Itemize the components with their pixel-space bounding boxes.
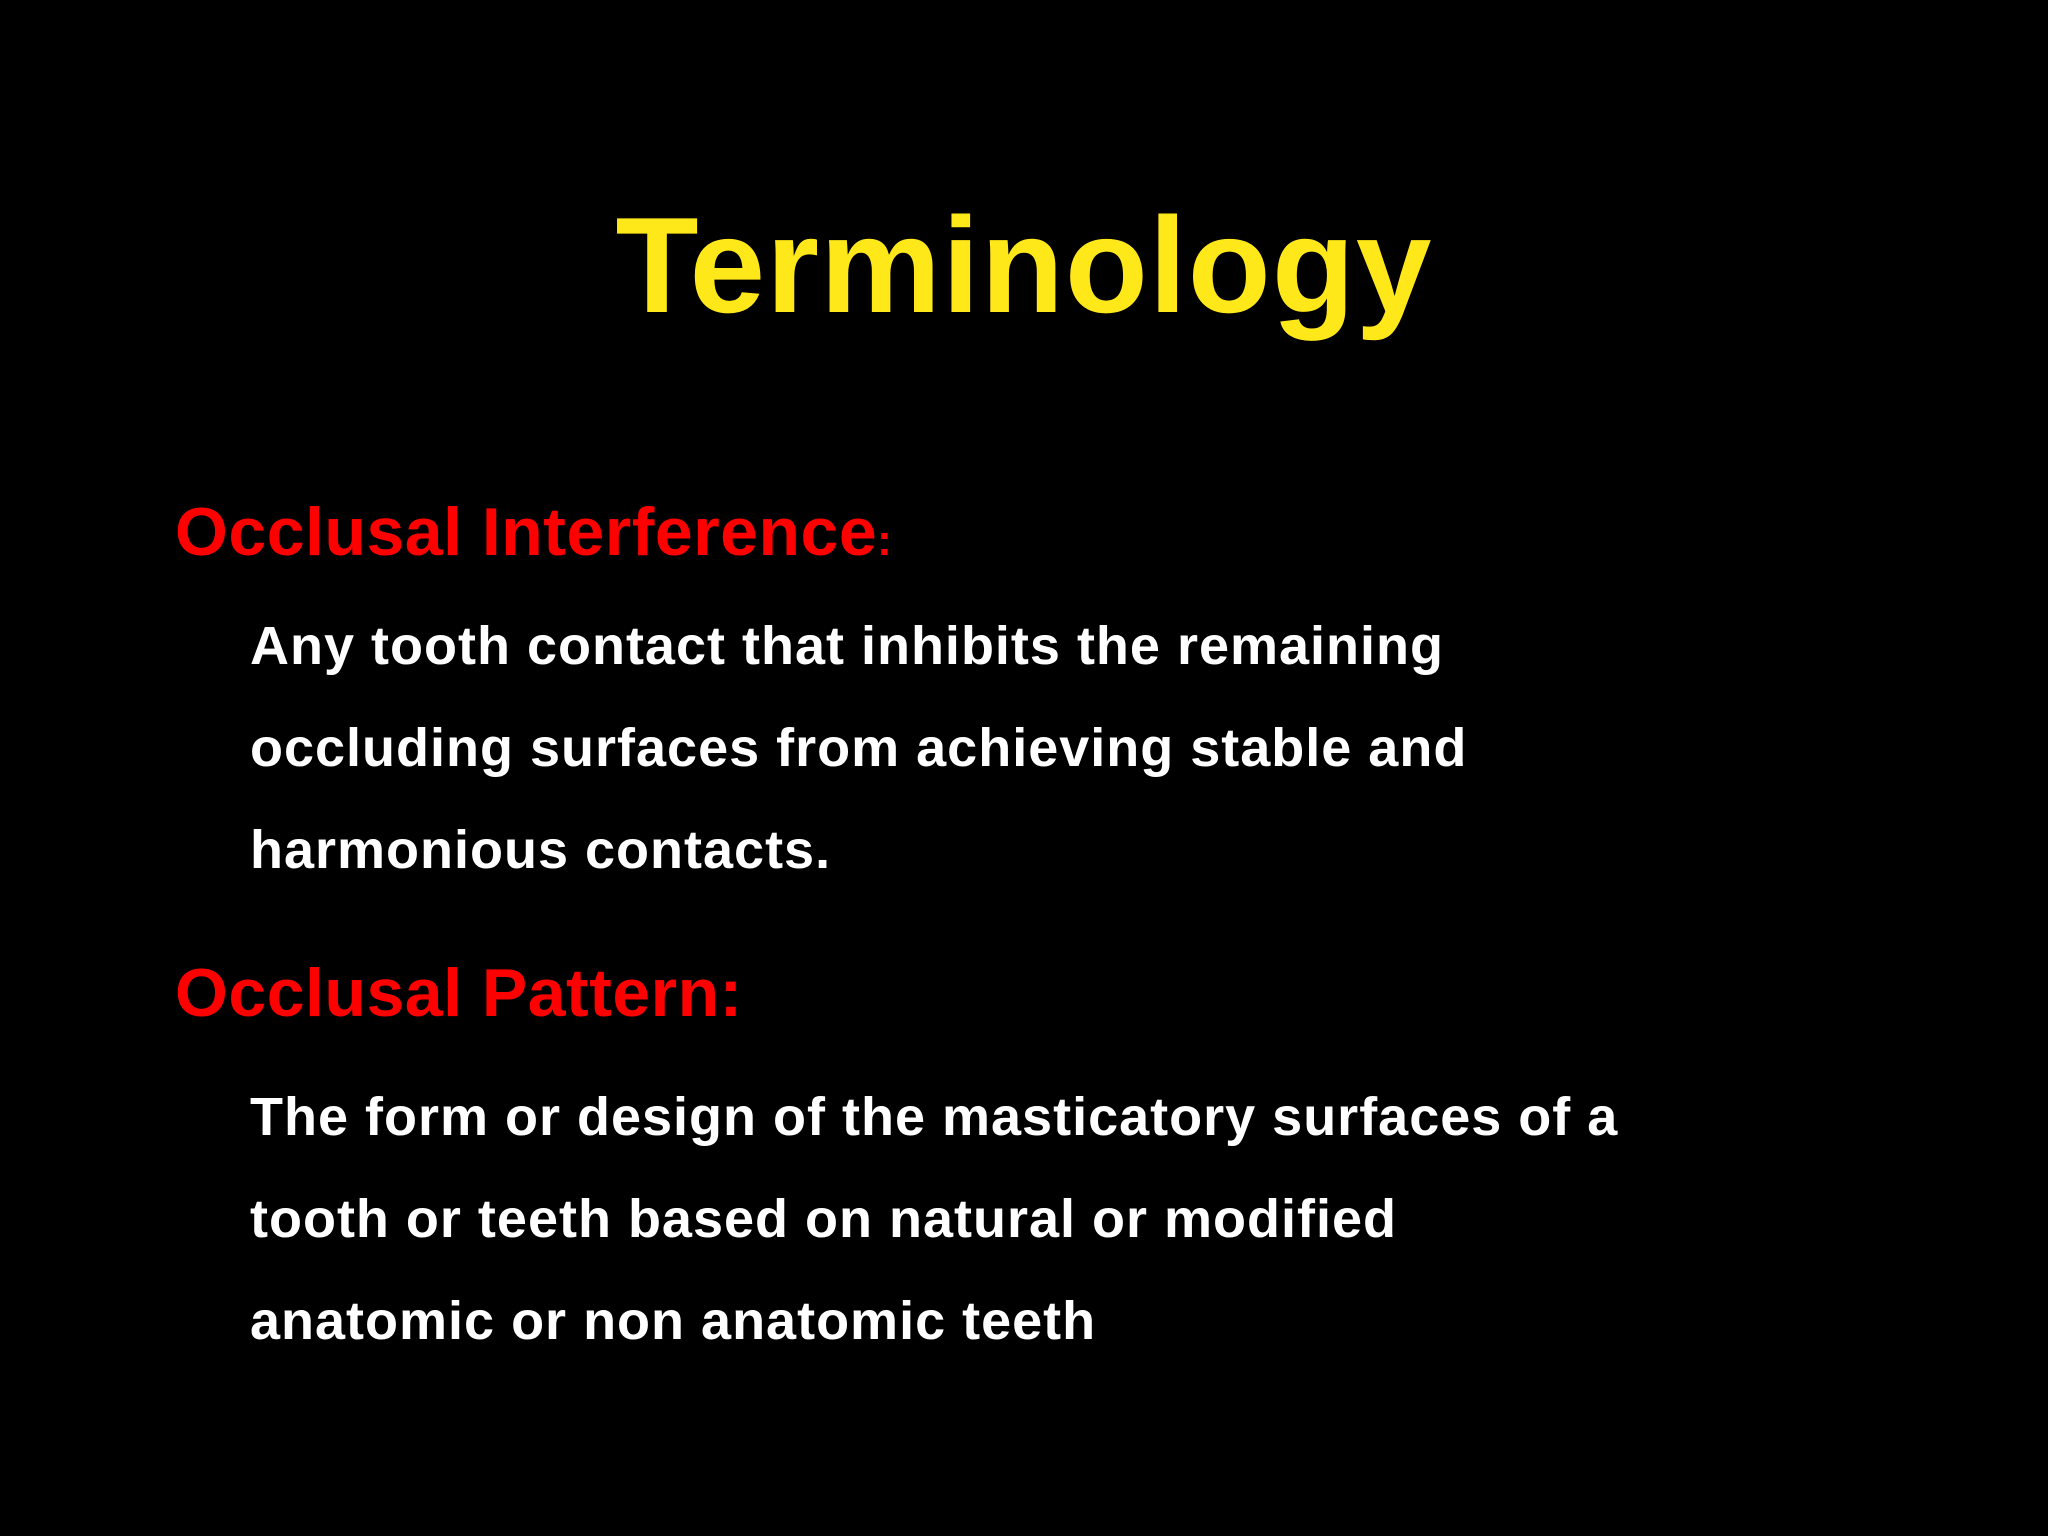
definition-line: The form or design of the masticatory surfaces of a [250, 1087, 1619, 1147]
term-label: Occlusal Interference [175, 494, 878, 570]
slide-title: Terminology [615, 189, 1433, 341]
definition-occlusal-pattern [250, 1066, 1870, 1372]
definition-line: harmonious contacts. [250, 820, 832, 880]
term-heading-occlusal-pattern [175, 953, 743, 1033]
term-colon: : [877, 516, 893, 565]
term-heading-occlusal-interference [175, 492, 892, 581]
term-colon: : [719, 955, 743, 1031]
definition-line: occluding surfaces from achieving stable and [250, 718, 1468, 778]
definition-line: tooth or teeth based on natural or modified [250, 1189, 1398, 1249]
definition-line: Any tooth contact that inhibits the remaining [250, 616, 1445, 676]
definition-line: anatomic or non anatomic teeth [250, 1291, 1097, 1351]
definition-occlusal-interference [250, 595, 1870, 901]
term-label: Occlusal Pattern [175, 955, 720, 1031]
